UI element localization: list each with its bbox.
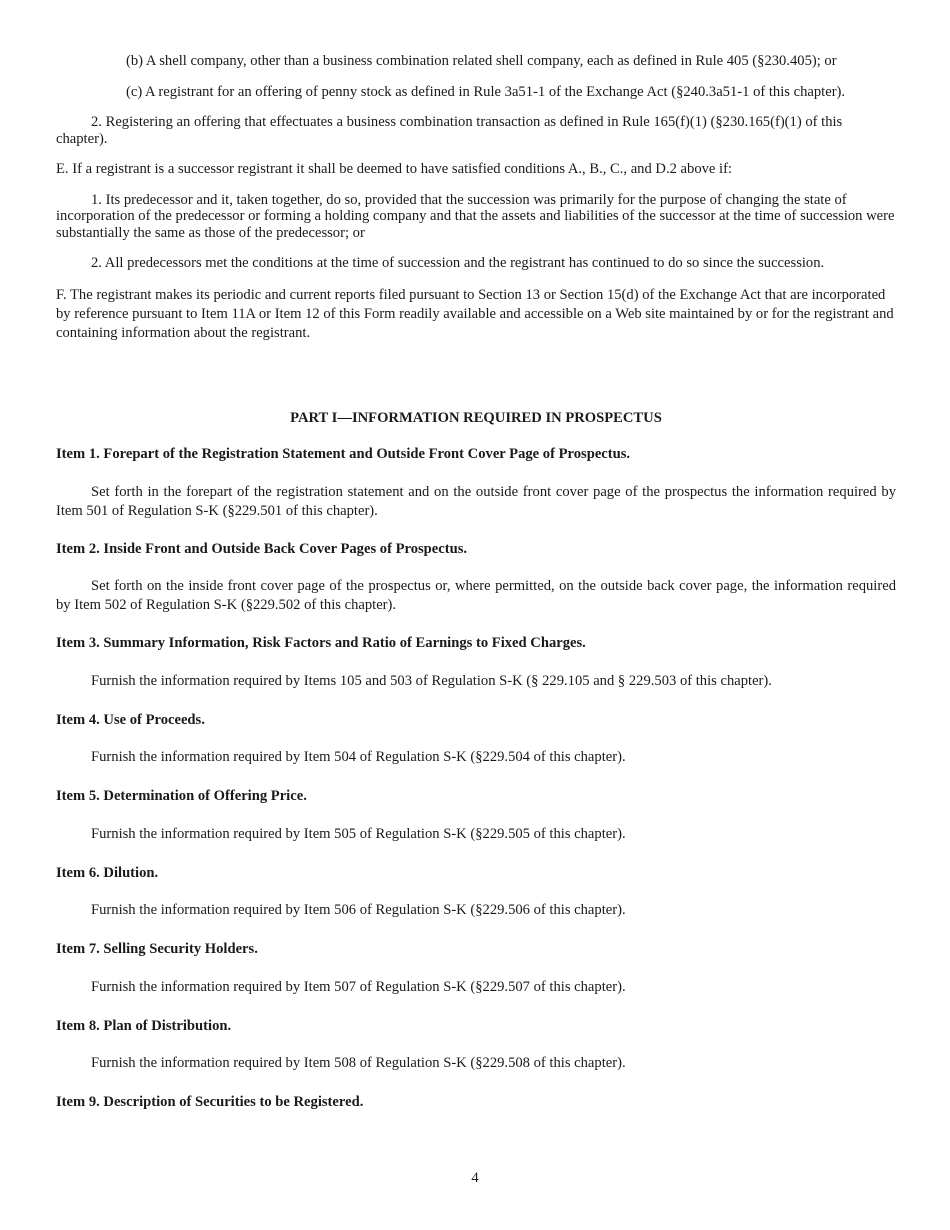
item-1-heading: Item 1. Forepart of the Registration Statement and Outside Front Cover Page of Prospectus. — [56, 446, 631, 462]
document-page — [56, 53, 896, 1131]
item-3-heading: Item 3. Summary Information, Risk Factors and Ratio of Earnings to Fixed Charges. — [56, 635, 586, 651]
item-4-body: Furnish the information required by Item 504 of Regulation S-K (§229.504 of this chapter). — [91, 749, 626, 765]
item-5-heading: Item 5. Determination of Offering Price. — [56, 788, 307, 804]
paragraph-d1c: (c) A registrant for an offering of penny stock as defined in Rule 3a51-1 of the Exchange Act (§240.3a51-1 of this chapter). — [126, 83, 846, 100]
paragraph-e1: 1. Its predecessor and it, taken together, do so, provided that the succession was primarily for the purpose of changing the state of incorporation of the predecessor or forming a holding company and that the assets and liabilities of the successor at the time of succession were substantially the same as those of the predecessor; or — [56, 191, 895, 241]
item-4-heading: Item 4. Use of Proceeds. — [56, 711, 205, 728]
item-2-heading: Item 2. Inside Front and Outside Back Cover Pages of Prospectus. — [56, 540, 468, 557]
paragraph-e2: 2. All predecessors met the conditions at the time of succession and the registrant has continued to do so since the succession. — [91, 255, 825, 271]
item-7-body: Furnish the information required by Item 507 of Regulation S-K (§229.507 of this chapter). — [91, 978, 626, 995]
item-8-heading: Item 8. Plan of Distribution. — [56, 1017, 232, 1034]
item-6-heading: Item 6. Dilution. — [56, 864, 159, 881]
item-7-heading: Item 7. Selling Security Holders. — [56, 941, 258, 957]
item-6-body: Furnish the information required by Item 506 of Regulation S-K (§229.506 of this chapter). — [91, 902, 626, 918]
paragraph-d1b: (b) A shell company, other than a business combination related shell company, each as defined in Rule 405 (§230.405); or — [126, 53, 837, 69]
paragraph-d2: 2. Registering an offering that effectuates a business combination transaction as defined in Rule 165(f)(1) (§230.165(f)(1) of this chapter). — [56, 114, 843, 147]
item-9-heading: Item 9. Description of Securities to be Registered. — [56, 1094, 364, 1110]
item-8-body: Furnish the information required by Item 508 of Regulation S-K (§229.508 of this chapter). — [91, 1055, 626, 1071]
item-1-body: Set forth in the forepart of the registration statement and on the outside front cover page of the prospectus the information required by Item 501 of Regulation S-K (§229.501 of this chapter). — [56, 483, 896, 519]
item-2-body: Set forth on the inside front cover page of the prospectus or, where permitted, on the outside back cover page, the information required by Item 502 of Regulation S-K (§229.502 of this chapter). — [56, 578, 896, 613]
part-title: PART I—INFORMATION REQUIRED IN PROSPECTUS — [290, 409, 662, 426]
page-number: 4 — [471, 1170, 479, 1186]
paragraph-f: F. The registrant makes its periodic and current reports filed pursuant to Section 13 or Section 15(d) of the Exchange Act that are incorporated by reference pursuant to Item 11A or Item 12 of this Form readily available and accessible on a Web site maintained by or for the registrant and containing information about the registrant. — [56, 286, 894, 341]
item-3-body: Furnish the information required by Items 105 and 503 of Regulation S-K (§ 229.105 and § 229.503 of this chapter). — [91, 672, 772, 689]
item-5-body: Furnish the information required by Item 505 of Regulation S-K (§229.505 of this chapter). — [91, 825, 626, 842]
paragraph-e: E. If a registrant is a successor registrant it shall be deemed to have satisfied conditions A., B., C., and D.2 above if: — [56, 161, 733, 177]
